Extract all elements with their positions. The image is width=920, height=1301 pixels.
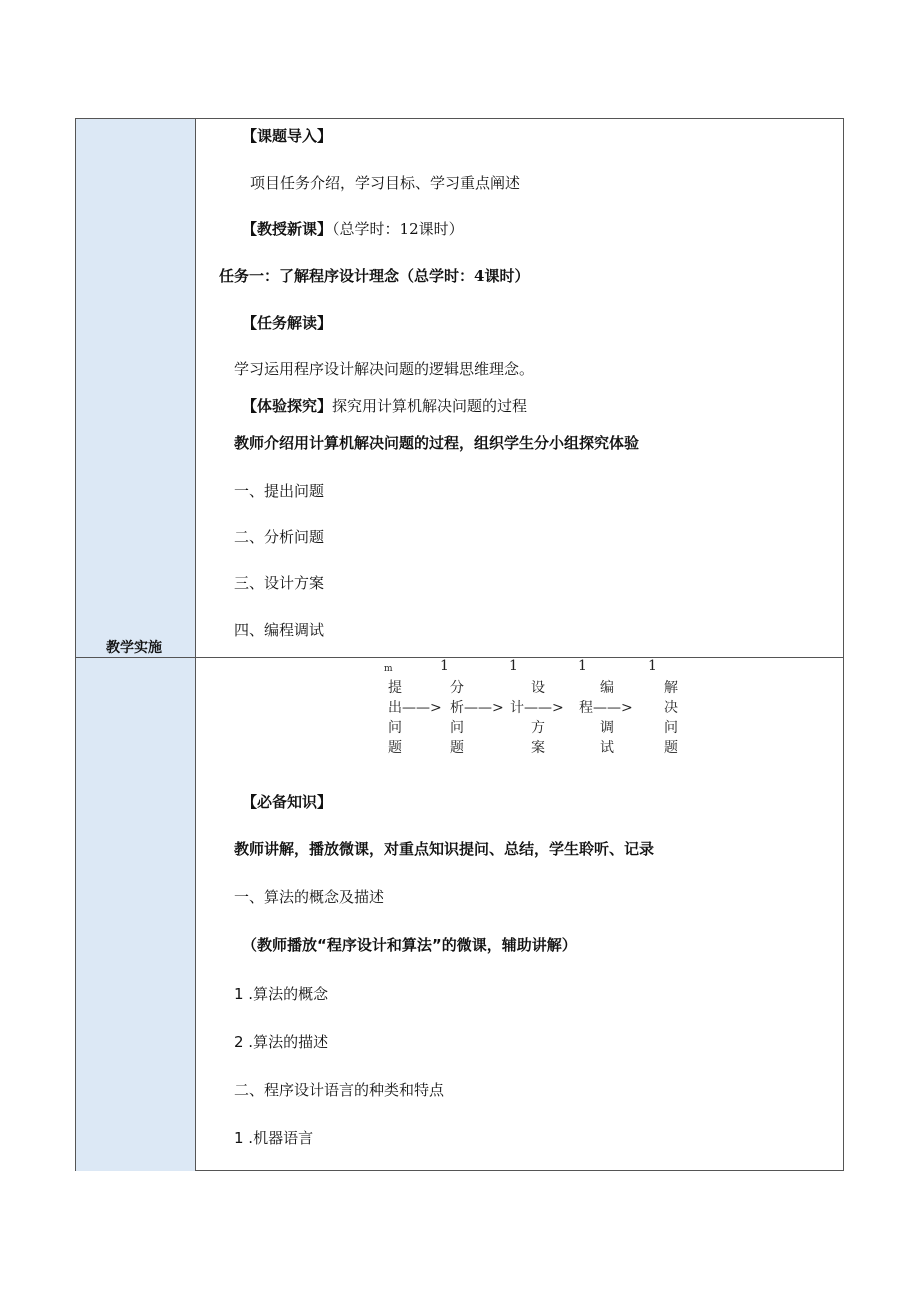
step-design-plan: 三、设计方案 — [234, 574, 325, 592]
flow-char: 题 — [450, 740, 464, 756]
flow-char: 题 — [388, 740, 402, 756]
heading-task-one: 任务一：了解程序设计理念（总学时：4课时） — [219, 267, 530, 285]
heading-required-knowledge: 【必备知识】 — [242, 793, 333, 811]
flow-char: 设 — [531, 680, 545, 696]
flow-char: 提 — [388, 680, 402, 696]
text-task-goal: 学习运用程序设计解决问题的逻辑思维理念。 — [234, 360, 535, 378]
text-teacher-explain: 教师讲解，播放微课，对重点知识提问、总结，学生聆听、记录 — [234, 840, 655, 858]
flow-char: 析——> — [450, 700, 504, 716]
flow-char: 试 — [600, 740, 614, 756]
step-analyze-question: 二、分析问题 — [234, 528, 325, 546]
flow-char: 决 — [664, 700, 678, 716]
row-divider — [76, 657, 843, 658]
flow-one: 1 — [648, 658, 657, 674]
label-column-upper — [76, 119, 196, 657]
item-algorithm-description: 2 .算法的描述 — [234, 1033, 329, 1051]
note-micro-lesson: （教师播放“程序设计和算法”的微课，辅助讲解） — [242, 936, 577, 954]
section-label: 教学实施 — [106, 640, 162, 656]
text-intro: 项目任务介绍，学习目标、学习重点阐述 — [250, 174, 521, 192]
flow-char: 题 — [664, 740, 678, 756]
label-column-lower — [76, 657, 196, 1171]
flow-mark: m — [384, 664, 393, 674]
flow-char: 问 — [664, 720, 678, 736]
heading-task-reading: 【任务解读】 — [242, 314, 333, 332]
flow-one: 1 — [509, 658, 518, 674]
flow-char: 程——> — [579, 700, 633, 716]
item-algorithm-concept: 1 .算法的概念 — [234, 985, 329, 1003]
section-languages: 二、程序设计语言的种类和特点 — [234, 1081, 445, 1099]
flow-char: 编 — [600, 680, 614, 696]
flow-char: 方 — [531, 720, 545, 736]
item-machine-language: 1 .机器语言 — [234, 1129, 314, 1147]
step-program-debug: 四、编程调试 — [234, 621, 325, 639]
section-algorithm: 一、算法的概念及描述 — [234, 888, 385, 906]
flow-one: 1 — [440, 658, 449, 674]
text-teacher-intro: 教师介绍用计算机解决问题的过程，组织学生分小组探究体验 — [234, 434, 640, 452]
flow-char: 调 — [600, 720, 614, 736]
flow-char: 出——> — [388, 700, 442, 716]
heading-course-intro: 【课题导入】 — [242, 127, 333, 145]
flow-char: 案 — [531, 740, 545, 756]
flow-char: 计——> — [510, 700, 564, 716]
heading-new-lesson: 【教授新课】（总学时：12课时） — [242, 220, 464, 238]
flow-char: 分 — [450, 680, 464, 696]
flow-char: 问 — [388, 720, 402, 736]
step-raise-question: 一、提出问题 — [234, 482, 325, 500]
flow-char: 问 — [450, 720, 464, 736]
flow-one: 1 — [578, 658, 587, 674]
heading-experience: 【体验探究】探究用计算机解决问题的过程 — [242, 397, 528, 415]
flow-char: 解 — [664, 680, 678, 696]
